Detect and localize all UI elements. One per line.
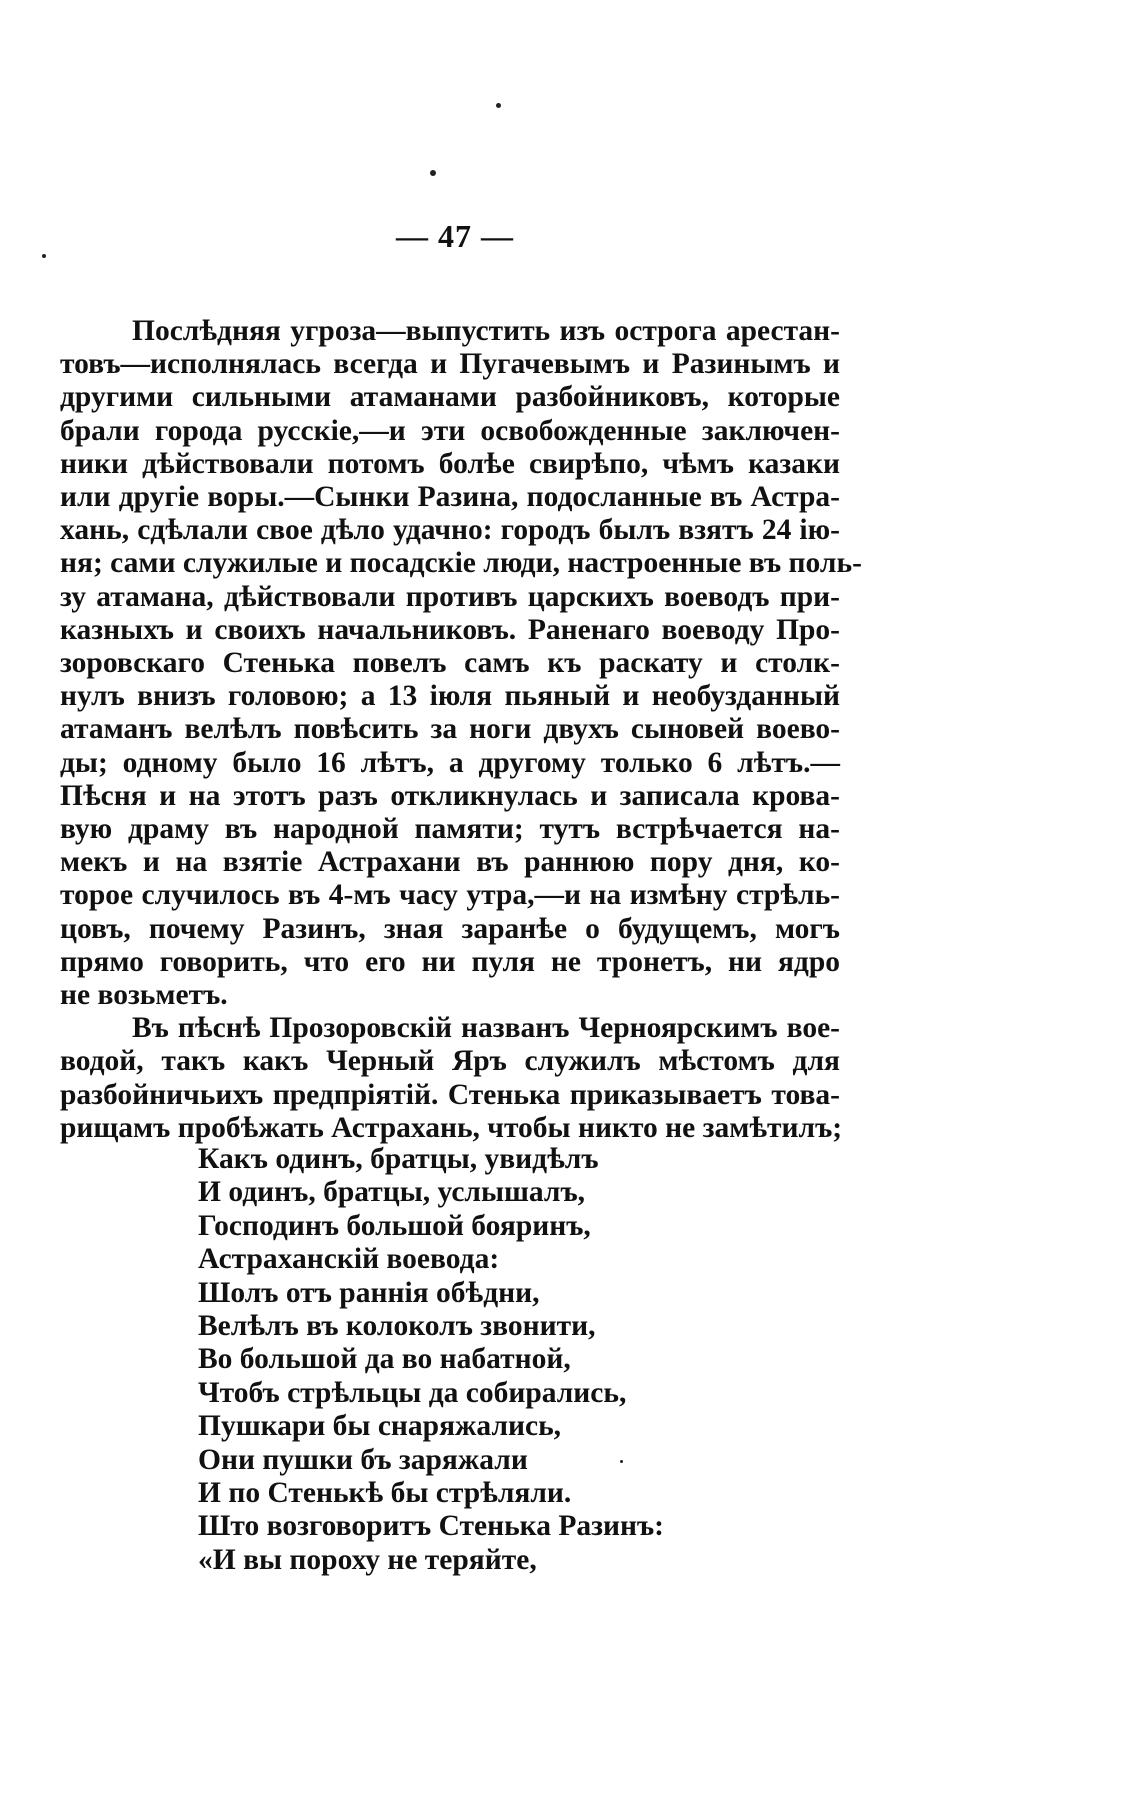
paragraph-line: зу атамана, дѣйствовали противъ царскихъ воеводъ при- xyxy=(60,580,840,613)
paragraph-line: ники дѣйствовали потомъ болѣе свирѣпо, чѣмъ казаки xyxy=(60,447,840,480)
verse-line: Какъ одинъ, братцы, увидѣлъ xyxy=(198,1143,599,1175)
paragraph-line: торое случилось въ 4-мъ часу утра,—и на измѣну стрѣль- xyxy=(60,879,840,912)
paragraph-line: вую драму въ народной памяти; тутъ встрѣчается на- xyxy=(60,813,840,846)
paragraph-line: ня; сами служилые и посадскіе люди, настроенные въ поль- xyxy=(60,547,862,580)
verse-line: И одинъ, братцы, услышалъ, xyxy=(198,1176,586,1209)
paragraph-line: рищамъ пробѣжать Астрахань, чтобы никто не замѣтилъ; xyxy=(60,1111,843,1144)
paragraph-line: брали города русскіе,—и эти освобожденные заключен- xyxy=(60,414,840,447)
paragraph-line: атаманъ велѣлъ повѣсить за ноги двухъ сыновей воево- xyxy=(60,713,840,746)
paragraph-line: разбойничьихъ предпріятій. Стенька приказываетъ това- xyxy=(60,1078,840,1111)
paragraph-line: казныхъ и своихъ начальниковъ. Раненаго воеводу Про- xyxy=(60,613,840,646)
paragraph-line: или другіе воры.—Сынки Разина, подосланные въ Астра- xyxy=(60,481,840,514)
paragraph-line: прямо говорить, что его ни пуля не тронетъ, ни ядро xyxy=(60,945,840,978)
verse-line: Шолъ отъ раннія обѣдни, xyxy=(198,1276,540,1309)
verse-line: Господинъ большой бояринъ, xyxy=(198,1209,591,1242)
paragraph-line: не возьметъ. xyxy=(60,979,228,1012)
verse-line: Чтобъ стрѣльцы да собирались, xyxy=(198,1376,627,1409)
paragraph-line: ды; одному было 16 лѣтъ, а другому только 6 лѣтъ.— xyxy=(60,746,840,779)
print-speck xyxy=(42,254,46,258)
paragraph-line: Послѣдняя угроза—выпустить изъ острога арестан- xyxy=(132,315,840,347)
verse-line: Они пушки бъ заряжали xyxy=(198,1443,528,1476)
verse-line: Велѣлъ въ колоколъ звонити, xyxy=(198,1310,596,1343)
paragraph-line: Пѣсня и на этотъ разъ откликнулась и записала крова- xyxy=(60,779,840,812)
paragraph-line: товъ—исполнялась всегда и Пугачевымъ и Разинымъ и xyxy=(60,348,840,381)
paragraph-line: другими сильными атаманами разбойниковъ, которые xyxy=(60,381,840,414)
verse-line: Астраханскій воевода: xyxy=(198,1243,500,1276)
print-speck xyxy=(496,103,501,108)
song-verse xyxy=(198,1143,664,1577)
paragraph-line: зоровскаго Стенька повелъ самъ къ раскату и столк- xyxy=(60,647,840,680)
paragraph-line: Въ пѣснѣ Прозоровскій названъ Черноярскимъ вое- xyxy=(132,1012,840,1045)
body-text xyxy=(60,315,862,1145)
paragraph-line: цовъ, почему Разинъ, зная заранѣе о будущемъ, могъ xyxy=(60,912,840,945)
verse-line: Пушкари бы снаряжались, xyxy=(198,1410,562,1443)
verse-line: Во большой да во набатной, xyxy=(198,1343,571,1376)
page-number: — 47 — xyxy=(396,218,514,254)
paragraph-line: водой, такъ какъ Черный Яръ служилъ мѣстомъ для xyxy=(60,1045,840,1078)
verse-line: И по Стенькѣ бы стрѣляли. xyxy=(198,1477,572,1510)
paragraph-line: нулъ внизъ головою; а 13 іюля пьяный и необузданный xyxy=(60,680,840,713)
verse-line: «И вы пороху не теряйте, xyxy=(198,1543,537,1576)
print-speck xyxy=(430,170,436,176)
paragraph-line: мекъ и на взятіе Астрахани въ раннюю пору дня, ко- xyxy=(60,846,840,879)
verse-line: Што возговоритъ Стенька Разинъ: xyxy=(198,1510,664,1543)
paragraph-line: хань, сдѣлали свое дѣло удачно: городъ былъ взятъ 24 ію- xyxy=(60,514,840,547)
